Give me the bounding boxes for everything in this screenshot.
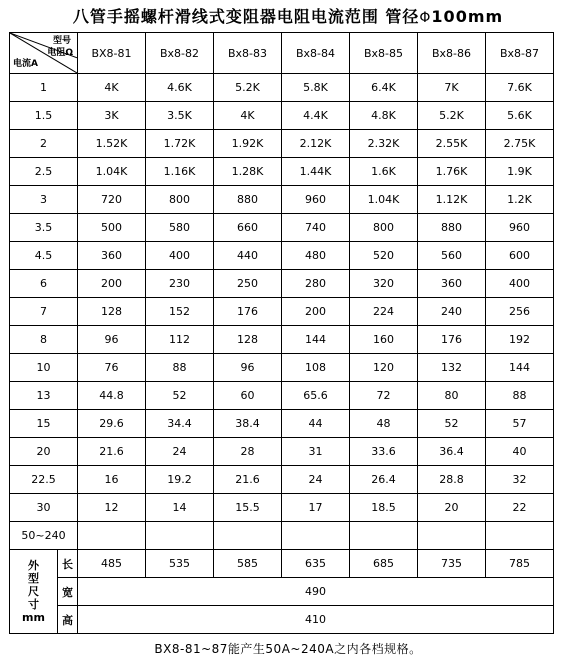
dimension-label-char: 型 (28, 572, 39, 585)
resistance-cell: 320 (350, 270, 418, 298)
table-row (10, 130, 554, 158)
table-row (10, 242, 554, 270)
resistance-cell: 144 (486, 354, 554, 382)
length-cell: 535 (146, 550, 214, 578)
resistance-cell: 960 (282, 186, 350, 214)
current-cell: 50~240 (10, 522, 78, 550)
resistor-spec-table (9, 32, 554, 634)
current-cell: 22.5 (10, 466, 78, 494)
current-cell: 7 (10, 298, 78, 326)
resistance-cell: 1.52K (78, 130, 146, 158)
resistance-cell: 4.4K (282, 102, 350, 130)
resistance-cell: 2.32K (350, 130, 418, 158)
resistance-cell: 360 (418, 270, 486, 298)
resistance-cell: 1.72K (146, 130, 214, 158)
resistance-cell: 96 (78, 326, 146, 354)
resistance-cell: 18.5 (350, 494, 418, 522)
resistance-cell: 20 (418, 494, 486, 522)
current-cell: 13 (10, 382, 78, 410)
height-value-cell: 410 (78, 606, 554, 634)
resistance-cell: 21.6 (214, 466, 282, 494)
resistance-cell: 800 (350, 214, 418, 242)
resistance-cell: 880 (418, 214, 486, 242)
resistance-cell: 600 (486, 242, 554, 270)
table-row (10, 298, 554, 326)
resistance-cell: 34.4 (146, 410, 214, 438)
resistance-cell: 38.4 (214, 410, 282, 438)
resistance-cell: 400 (486, 270, 554, 298)
table-row (10, 466, 554, 494)
resistance-cell: 400 (146, 242, 214, 270)
diameter-symbol: Φ (419, 10, 432, 26)
width-label: 宽 (58, 578, 78, 606)
diameter-value: 100mm (431, 7, 504, 26)
resistance-cell: 176 (214, 298, 282, 326)
resistance-cell: 60 (214, 382, 282, 410)
resistance-cell: 33.6 (350, 438, 418, 466)
resistance-cell: 152 (146, 298, 214, 326)
resistance-cell: 44 (282, 410, 350, 438)
resistance-cell (282, 522, 350, 550)
resistance-cell: 5.2K (418, 102, 486, 130)
length-cell: 585 (214, 550, 282, 578)
table-row (10, 410, 554, 438)
table-row (10, 438, 554, 466)
resistance-cell: 36.4 (418, 438, 486, 466)
resistance-cell: 4K (214, 102, 282, 130)
resistance-cell: 960 (486, 214, 554, 242)
length-label: 长 (58, 550, 78, 578)
page-title (0, 4, 576, 27)
resistance-cell: 88 (486, 382, 554, 410)
resistance-cell: 17 (282, 494, 350, 522)
resistance-cell: 440 (214, 242, 282, 270)
length-cell: 635 (282, 550, 350, 578)
dimension-label-cell (10, 550, 58, 634)
resistance-cell: 44.8 (78, 382, 146, 410)
length-cell: 735 (418, 550, 486, 578)
length-row (10, 550, 554, 578)
resistance-cell: 1.9K (486, 158, 554, 186)
table-row (10, 158, 554, 186)
model-header-cell: Bx8-85 (350, 33, 418, 74)
resistance-cell: 800 (146, 186, 214, 214)
resistance-cell: 480 (282, 242, 350, 270)
resistance-cell: 76 (78, 354, 146, 382)
resistance-cell (350, 522, 418, 550)
resistance-cell: 1.6K (350, 158, 418, 186)
height-label: 高 (58, 606, 78, 634)
resistance-cell: 128 (214, 326, 282, 354)
resistance-cell: 5.2K (214, 74, 282, 102)
resistance-cell: 3.5K (146, 102, 214, 130)
model-header-cell: BX8-81 (78, 33, 146, 74)
resistance-cell: 176 (418, 326, 486, 354)
resistance-cell: 72 (350, 382, 418, 410)
resistance-cell: 5.6K (486, 102, 554, 130)
resistance-cell: 7K (418, 74, 486, 102)
table-row (10, 326, 554, 354)
resistance-cell: 880 (214, 186, 282, 214)
resistance-cell: 15.5 (214, 494, 282, 522)
header-row (10, 33, 554, 74)
length-cell: 785 (486, 550, 554, 578)
resistance-cell: 22 (486, 494, 554, 522)
width-value-cell: 490 (78, 578, 554, 606)
resistance-cell: 192 (486, 326, 554, 354)
resistance-cell: 200 (78, 270, 146, 298)
resistance-cell: 7.6K (486, 74, 554, 102)
model-header-cell: Bx8-83 (214, 33, 282, 74)
model-header-cell: Bx8-84 (282, 33, 350, 74)
resistance-cell: 2.12K (282, 130, 350, 158)
resistance-cell: 200 (282, 298, 350, 326)
resistance-cell: 1.92K (214, 130, 282, 158)
resistance-cell: 120 (350, 354, 418, 382)
resistance-cell: 96 (214, 354, 282, 382)
table-row (10, 494, 554, 522)
resistance-cell: 740 (282, 214, 350, 242)
resistance-cell: 1.76K (418, 158, 486, 186)
resistance-cell: 6.4K (350, 74, 418, 102)
resistance-cell: 520 (350, 242, 418, 270)
resistance-cell: 112 (146, 326, 214, 354)
table-row (10, 74, 554, 102)
footer-note: BX8-81~87能产生50A~240A之内各档规格。 (154, 642, 422, 656)
table-row (10, 186, 554, 214)
resistance-cell (486, 522, 554, 550)
length-cell: 685 (350, 550, 418, 578)
model-header-cell: Bx8-86 (418, 33, 486, 74)
table-row (10, 270, 554, 298)
resistance-cell: 14 (146, 494, 214, 522)
current-cell: 20 (10, 438, 78, 466)
resistance-cell (146, 522, 214, 550)
resistance-cell: 280 (282, 270, 350, 298)
resistance-cell: 57 (486, 410, 554, 438)
height-row (10, 606, 554, 634)
current-cell: 15 (10, 410, 78, 438)
resistance-cell: 24 (146, 438, 214, 466)
resistance-cell: 560 (418, 242, 486, 270)
resistance-cell: 16 (78, 466, 146, 494)
resistance-cell: 21.6 (78, 438, 146, 466)
resistance-cell: 26.4 (350, 466, 418, 494)
resistance-cell: 1.12K (418, 186, 486, 214)
dimension-label-char: mm (22, 611, 45, 624)
resistance-cell: 1.16K (146, 158, 214, 186)
resistance-cell: 144 (282, 326, 350, 354)
resistance-cell: 1.2K (486, 186, 554, 214)
dimension-label-char: 外 (28, 559, 39, 572)
resistance-cell: 29.6 (78, 410, 146, 438)
table-row (10, 354, 554, 382)
resistance-cell: 250 (214, 270, 282, 298)
dimension-label-char: 寸 (28, 598, 39, 611)
resistance-cell: 28.8 (418, 466, 486, 494)
resistance-cell: 4.8K (350, 102, 418, 130)
resistance-cell: 4K (78, 74, 146, 102)
resistance-cell: 40 (486, 438, 554, 466)
resistance-cell: 1.04K (350, 186, 418, 214)
width-row (10, 578, 554, 606)
resistance-cell: 52 (418, 410, 486, 438)
table-row (10, 522, 554, 550)
corner-header-cell (10, 33, 78, 74)
current-cell: 2 (10, 130, 78, 158)
resistance-cell: 1.04K (78, 158, 146, 186)
resistance-cell: 240 (418, 298, 486, 326)
table-row (10, 382, 554, 410)
resistance-cell (78, 522, 146, 550)
resistance-cell: 19.2 (146, 466, 214, 494)
resistance-cell: 4.6K (146, 74, 214, 102)
corner-resistance-label: 电阻Ω (47, 48, 73, 58)
current-cell: 4.5 (10, 242, 78, 270)
table-row (10, 102, 554, 130)
resistance-cell: 500 (78, 214, 146, 242)
resistance-cell: 1.44K (282, 158, 350, 186)
table-row (10, 214, 554, 242)
resistance-cell: 230 (146, 270, 214, 298)
resistance-cell: 224 (350, 298, 418, 326)
resistance-cell: 160 (350, 326, 418, 354)
resistance-cell: 24 (282, 466, 350, 494)
current-cell: 8 (10, 326, 78, 354)
dimension-label-char: 尺 (28, 585, 39, 598)
resistance-cell: 2.75K (486, 130, 554, 158)
length-cell: 485 (78, 550, 146, 578)
resistance-cell: 48 (350, 410, 418, 438)
resistance-cell: 31 (282, 438, 350, 466)
current-cell: 3.5 (10, 214, 78, 242)
resistance-cell: 132 (418, 354, 486, 382)
resistance-cell: 5.8K (282, 74, 350, 102)
resistance-cell: 128 (78, 298, 146, 326)
resistance-cell: 88 (146, 354, 214, 382)
resistance-cell: 108 (282, 354, 350, 382)
resistance-cell: 52 (146, 382, 214, 410)
resistance-cell: 2.55K (418, 130, 486, 158)
title-text: 八管手摇螺杆滑线式变阻器电阻电流范围 管径 (72, 7, 420, 26)
resistance-cell: 1.28K (214, 158, 282, 186)
model-header-cell: Bx8-82 (146, 33, 214, 74)
current-cell: 1 (10, 74, 78, 102)
resistance-cell: 3K (78, 102, 146, 130)
resistance-cell: 65.6 (282, 382, 350, 410)
resistance-cell: 580 (146, 214, 214, 242)
resistance-cell: 80 (418, 382, 486, 410)
resistance-cell: 28 (214, 438, 282, 466)
resistance-cell (418, 522, 486, 550)
resistance-cell: 360 (78, 242, 146, 270)
resistance-cell: 256 (486, 298, 554, 326)
current-cell: 1.5 (10, 102, 78, 130)
resistance-cell: 720 (78, 186, 146, 214)
model-header-cell: Bx8-87 (486, 33, 554, 74)
current-cell: 30 (10, 494, 78, 522)
current-cell: 3 (10, 186, 78, 214)
resistance-cell: 12 (78, 494, 146, 522)
resistance-cell: 660 (214, 214, 282, 242)
current-cell: 6 (10, 270, 78, 298)
resistance-cell: 32 (486, 466, 554, 494)
resistance-cell (214, 522, 282, 550)
current-cell: 2.5 (10, 158, 78, 186)
corner-current-label: 电流A (13, 59, 38, 69)
current-cell: 10 (10, 354, 78, 382)
corner-type-label: 型号 (52, 36, 71, 46)
